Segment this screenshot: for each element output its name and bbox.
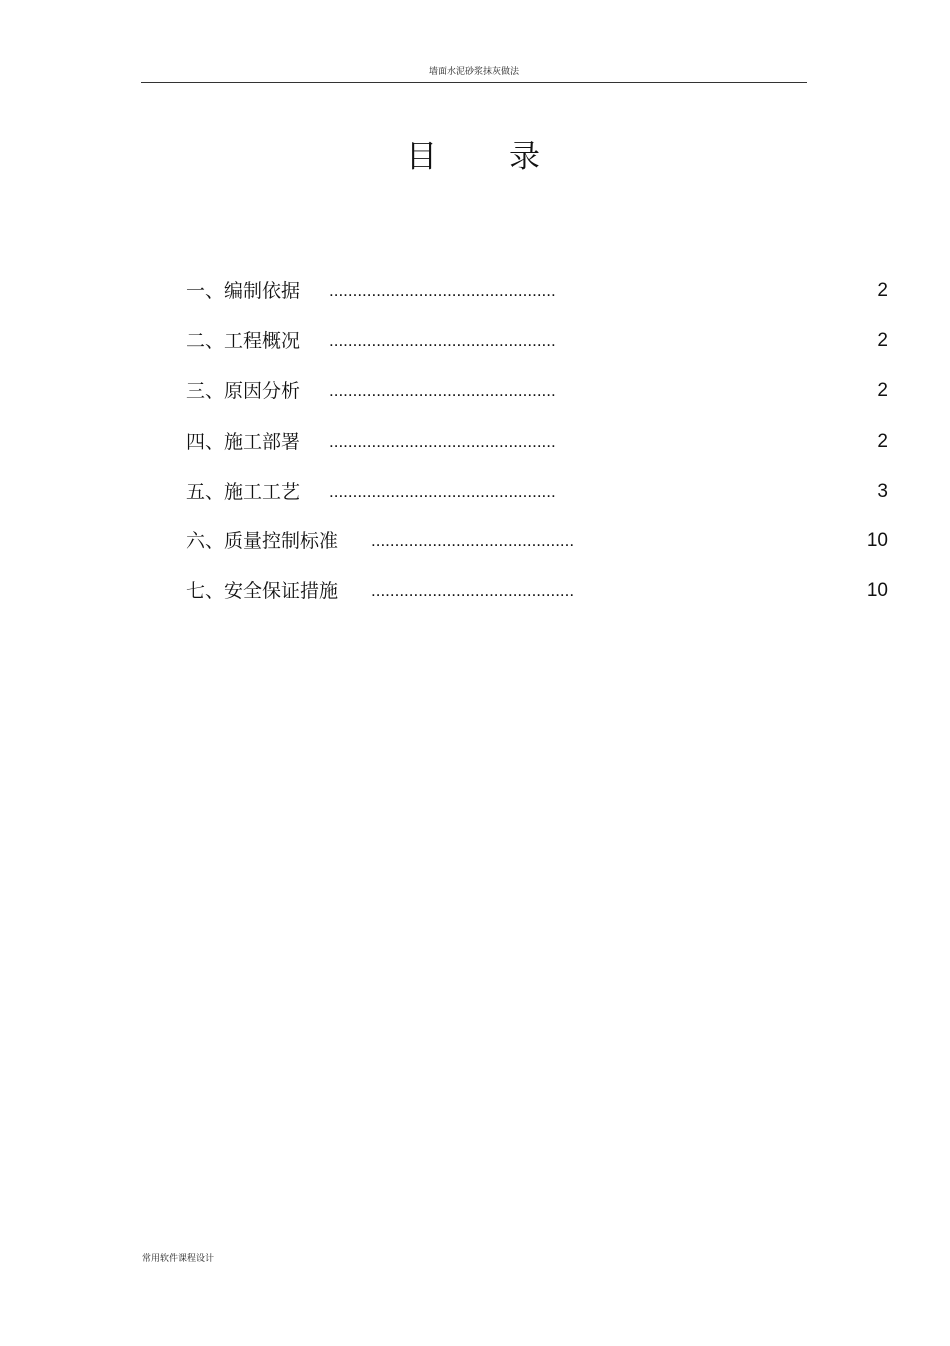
toc-entry-4[interactable] xyxy=(0,429,950,455)
toc-entry-leader: ................................................ xyxy=(329,482,556,501)
toc-entry-page-number: 10 xyxy=(866,580,888,601)
toc-entry-2[interactable] xyxy=(0,328,950,354)
toc-entry-6[interactable] xyxy=(0,528,950,554)
page-header: 墙面水泥砂浆抹灰做法 xyxy=(428,67,519,77)
toc-entry-label: 四、施工部署 xyxy=(186,431,301,453)
toc-entry-leader: ................................................ xyxy=(329,331,556,350)
toc-entry-leader: ................................................ xyxy=(329,381,556,400)
header-divider xyxy=(141,82,807,83)
toc-entry-label: 七、安全保证措施 xyxy=(186,580,339,602)
toc-title-char-2: 录 xyxy=(509,139,540,175)
toc-title xyxy=(0,136,950,178)
toc-entry-7[interactable] xyxy=(0,578,950,604)
toc-title-char-1: 目 xyxy=(406,139,437,175)
toc-entry-5[interactable] xyxy=(0,479,950,505)
toc-entry-page-number: 2 xyxy=(877,330,888,351)
toc-entry-page-number: 2 xyxy=(877,280,888,301)
toc-entry-page-number: 2 xyxy=(877,431,888,452)
toc-entry-label: 二、工程概况 xyxy=(186,330,301,352)
toc-entry-leader: ................................................ xyxy=(329,432,556,451)
toc-entry-page-number: 3 xyxy=(877,481,888,502)
toc-entry-label: 五、施工工艺 xyxy=(186,481,301,503)
toc-entry-3[interactable] xyxy=(0,378,950,404)
toc-entry-leader: ........................................... xyxy=(371,531,575,550)
page-footer: 常用软件课程设计 xyxy=(142,1254,215,1264)
toc-entry-leader: ........................................... xyxy=(371,581,575,600)
toc-entry-1[interactable] xyxy=(0,278,950,304)
toc-entry-page-number: 2 xyxy=(877,380,888,401)
toc-entry-label: 六、质量控制标准 xyxy=(186,530,339,552)
toc-entry-leader: ................................................ xyxy=(329,281,556,300)
toc-entry-label: 三、原因分析 xyxy=(186,380,301,402)
toc-entry-page-number: 10 xyxy=(866,530,888,551)
toc-entry-label: 一、编制依据 xyxy=(186,280,301,302)
